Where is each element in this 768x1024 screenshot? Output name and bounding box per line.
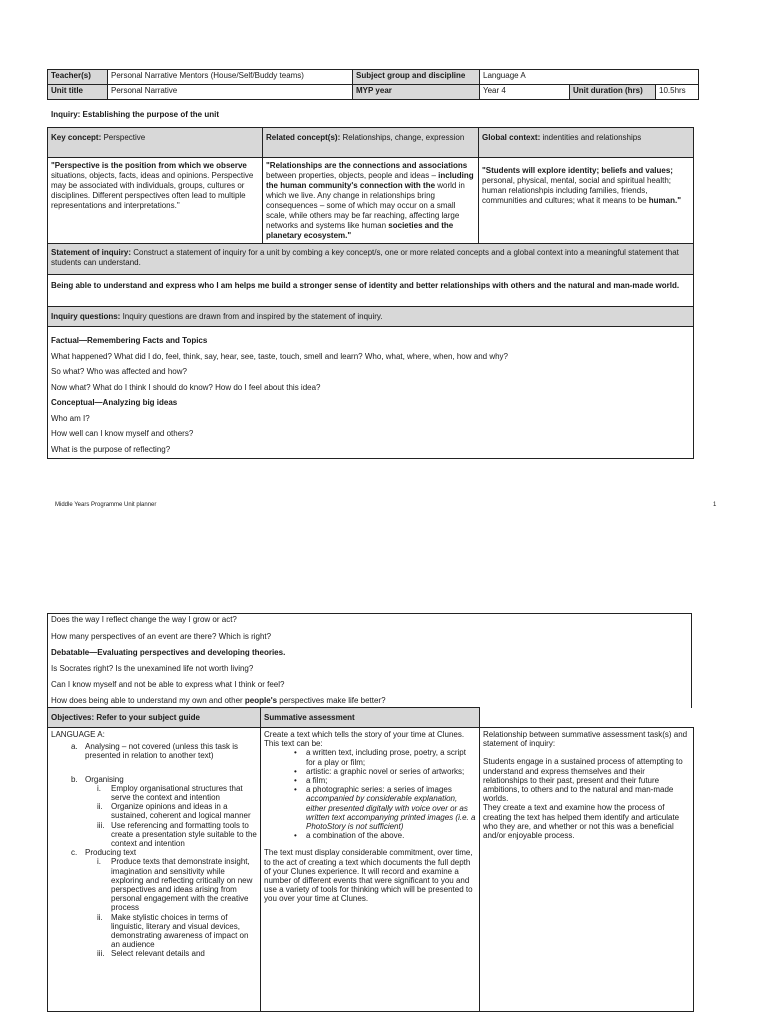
global-context-label: Global context:: [482, 133, 541, 142]
objective-a-marker: a.: [71, 742, 78, 752]
summative-can-be: This text can be:: [264, 739, 323, 749]
key-concept-label: Key concept:: [51, 133, 102, 142]
inquiry-questions-header: [48, 307, 694, 327]
global-context-value: indentities and relationships: [540, 133, 642, 142]
item-text: Produce texts that demonstrate insight, imagination and sensitivity while exploring and reflecting critically on new perspectives and ideas arising from personal engagement with the creative process: [111, 857, 253, 913]
conceptual-question: What is the purpose of reflecting?: [51, 444, 171, 454]
related-def-bold-c: societies and the planetary ecosystem.": [266, 221, 454, 240]
factual-question: Now what? What do I think I should do know? How do I feel about this idea?: [51, 382, 321, 392]
item-marker: i.: [97, 857, 101, 867]
summative-item-text: a photographic series: a series of images: [306, 785, 452, 795]
inquiry-heading: Inquiry: Establishing the purpose of the unit: [51, 110, 219, 119]
summative-item-italic: accompanied by considerable explanation, either presented digitally with voice over or as written text accompanying printed images (i.e. a PhotoStory is not sufficient): [306, 794, 476, 832]
inquiry-questions-body: [48, 327, 694, 459]
concepts-table: [47, 127, 694, 459]
duration-label: Unit duration (hrs): [570, 85, 656, 100]
objective-b-ii: [97, 802, 257, 820]
subject-value: Language A: [480, 70, 699, 85]
global-def-bold: "Students will explore identity; beliefs and values;: [482, 166, 673, 175]
conceptual-heading: Conceptual—Analyzing big ideas: [51, 398, 178, 407]
statement-label: Statement of inquiry:: [51, 248, 132, 257]
conceptual-question: How well can I know myself and others?: [51, 429, 194, 438]
objective-b-i: [97, 784, 257, 802]
objective-a: [71, 742, 257, 760]
item-marker: ii.: [97, 912, 103, 922]
related-def-text-a: between properties, objects, people and ideas –: [266, 171, 439, 180]
myp-year-value: Year 4: [480, 85, 570, 100]
objective-c-marker: c.: [71, 848, 78, 858]
key-def-bold: "Perspective is the position from which we observe: [51, 161, 247, 170]
inquiry-questions-label: Inquiry questions:: [51, 312, 121, 321]
summative-paragraph: The text must display considerable commitment, over time, to the act of creating a text which documents the full depth of your Clunes experience. It will record and examine a number of different events that were significant to you and use a variety of tools for thinking which will be presented to you over your time at Clunes.: [264, 848, 473, 904]
key-concept-definition: [48, 158, 263, 244]
factual-heading: Factual—Remembering Facts and Topics: [51, 336, 208, 345]
summative-item: • a photographic series: a series of images accompanied by considerable explanation, either presented digitally with voice over or as written text accompanying printed images (i.e. a PhotoStory is not sufficient): [294, 785, 476, 832]
unit-title-value: Personal Narrative: [108, 85, 353, 100]
relationship-paragraph-1: Students engage in a sustained process of attempting to understand and express themselves and their relationships to their past, present and their future ambitions, to others and to the natural and man-made worlds.: [483, 757, 683, 804]
debatable-question: Can I know myself and not be able to express what I think or feel?: [47, 677, 692, 693]
summative-item-text: a written text, including prose, poetry, a script for a play or film;: [306, 748, 466, 767]
relationship-paragraph-2: They create a text and examine how the process of creating the text has helped them identify and articulate who they are, and whether or not this was a beneficial and/or enjoyable process.: [483, 803, 680, 841]
related-concepts-label: Related concept(s):: [266, 133, 341, 142]
summative-item: • a film;: [294, 776, 328, 786]
statement-of-inquiry-header: [48, 244, 694, 275]
related-def-text-b: world in which we live. Any change in relationships bring consequences – some of which may occur on a small scale, while others may be far reaching, affecting large networks and systems like human: [266, 181, 465, 230]
item-marker: ii.: [97, 802, 103, 812]
summative-intro: Create a text which tells the story of your time at Clunes.: [264, 730, 465, 739]
summative-item-text: a combination of the above.: [306, 831, 405, 841]
objectives-header: Objectives: Refer to your subject guide: [48, 708, 261, 728]
subject-label: Subject group and discipline: [353, 70, 480, 85]
relationship-body: [480, 728, 694, 1012]
myp-year-label: MYP year: [353, 85, 480, 100]
objective-c-ii: [97, 913, 257, 950]
key-concept-header: [48, 128, 263, 158]
objective-b-marker: b.: [71, 774, 78, 784]
summative-item: • a combination of the above.: [294, 831, 405, 841]
factual-question: What happened? What did I do, feel, think, say, hear, see, taste, touch, smell and learn? Who, what, where, when, how and why?: [51, 351, 509, 361]
objective-b: [71, 775, 257, 784]
relationship-heading: Relationship between summative assessment task(s) and statement of inquiry:: [483, 730, 688, 749]
last-question-part-a: How does being able to understand my own and other: [51, 696, 245, 705]
objective-c-iii: [97, 949, 257, 958]
summative-item-text: artistic: a graphic novel or series of artworks;: [306, 766, 465, 776]
item-text: Organize opinions and ideas in a sustained, coherent and logical manner: [111, 802, 251, 821]
teacher-value: Personal Narrative Mentors (House/Self/Buddy teams): [108, 70, 353, 85]
unit-title-label: Unit title: [48, 85, 108, 100]
factual-question: So what? Who was affected and how?: [51, 367, 187, 376]
objective-b-text: Organising: [85, 774, 124, 784]
item-text: Employ organisational structures that serve the context and intention: [111, 783, 243, 803]
page2-container: [47, 613, 692, 712]
related-concepts-header: [263, 128, 479, 158]
objectives-title: LANGUAGE A:: [51, 730, 105, 739]
global-context-definition: [479, 158, 694, 244]
related-def-bold-b: including the human community's connection with the: [266, 171, 474, 190]
objective-a-text: Analysing – not covered (unless this task is presented in relation to another text): [85, 742, 238, 761]
item-text: Make stylistic choices in terms of linguistic, literary and visual devices, demonstrating awareness of impact on an audience: [111, 912, 249, 950]
item-text: Select relevant details and: [111, 949, 205, 959]
summative-item-text: a film;: [306, 776, 328, 786]
statement-instructions: Construct a statement of inquiry for a unit by combing a key concept/s, one or more related concepts and a global context into a meaningful statement that students can understand.: [51, 248, 679, 267]
unit-header-table: [47, 69, 699, 100]
objective-c-text: Producing text: [85, 848, 137, 858]
footer-title: Middle Years Programme Unit planner: [55, 502, 157, 508]
summative-body: [261, 728, 480, 1012]
statement-of-inquiry-value: Being able to understand and express who I am helps me build a stronger sense of identity and better relationships with others and the natural and man-made world.: [48, 275, 694, 307]
summative-item: • a written text, including prose, poetry, a script for a play or film;: [294, 748, 476, 766]
objective-c: [71, 848, 257, 857]
duration-value: 10.5hrs: [656, 85, 699, 100]
item-text: Use referencing and formatting tools to create a presentation style suitable to the context and intention: [111, 820, 257, 849]
inquiry-questions-instructions: Inquiry questions are drawn from and inspired by the statement of inquiry.: [120, 312, 383, 321]
conceptual-question: How many perspectives of an event are there? Which is right?: [47, 629, 692, 645]
last-question-bold: people's: [244, 696, 278, 705]
last-question-part-c: perspectives make life better?: [277, 696, 386, 705]
global-def-bold-b: human.": [648, 196, 681, 205]
header-blank: [480, 708, 694, 728]
objectives-table: [47, 707, 694, 1012]
conceptual-question: Who am I?: [51, 413, 90, 423]
objectives-body: [48, 728, 261, 1012]
debatable-question: Is Socrates right? Is the unexamined life not worth living?: [47, 661, 692, 677]
objective-c-i: [97, 857, 257, 912]
item-marker: iii.: [97, 949, 105, 959]
summative-item: • artistic: a graphic novel or series of artworks;: [294, 766, 465, 776]
related-concept-definition: [263, 158, 479, 244]
global-def-text: personal, physical, mental, social and spiritual health; human relationshpis including families, friends, communities and cultures; what it means to be: [482, 176, 671, 205]
related-def-bold-a: "Relationships are the connections and associations: [266, 161, 468, 170]
page-number: 1: [713, 502, 717, 508]
key-def-text: situations, objects, facts, ideas and opinions. Perspective may be associated with individuals, groups, cultures or disciplines. Different perspectives often lead to multiple representations and interpretations.": [51, 171, 254, 210]
item-marker: i.: [97, 783, 101, 793]
debatable-heading: Debatable—Evaluating perspectives and developing theories.: [47, 645, 692, 661]
teacher-label: Teacher(s): [48, 70, 108, 85]
global-context-header: [479, 128, 694, 158]
objective-b-iii: [97, 821, 257, 849]
conceptual-question: Does the way I reflect change the way I grow or act?: [47, 614, 692, 629]
item-marker: iii.: [97, 820, 105, 830]
summative-header: Summative assessment: [261, 708, 480, 728]
related-concepts-value: Relationships, change, expression: [340, 133, 465, 142]
key-concept-value: Perspective: [101, 133, 146, 142]
